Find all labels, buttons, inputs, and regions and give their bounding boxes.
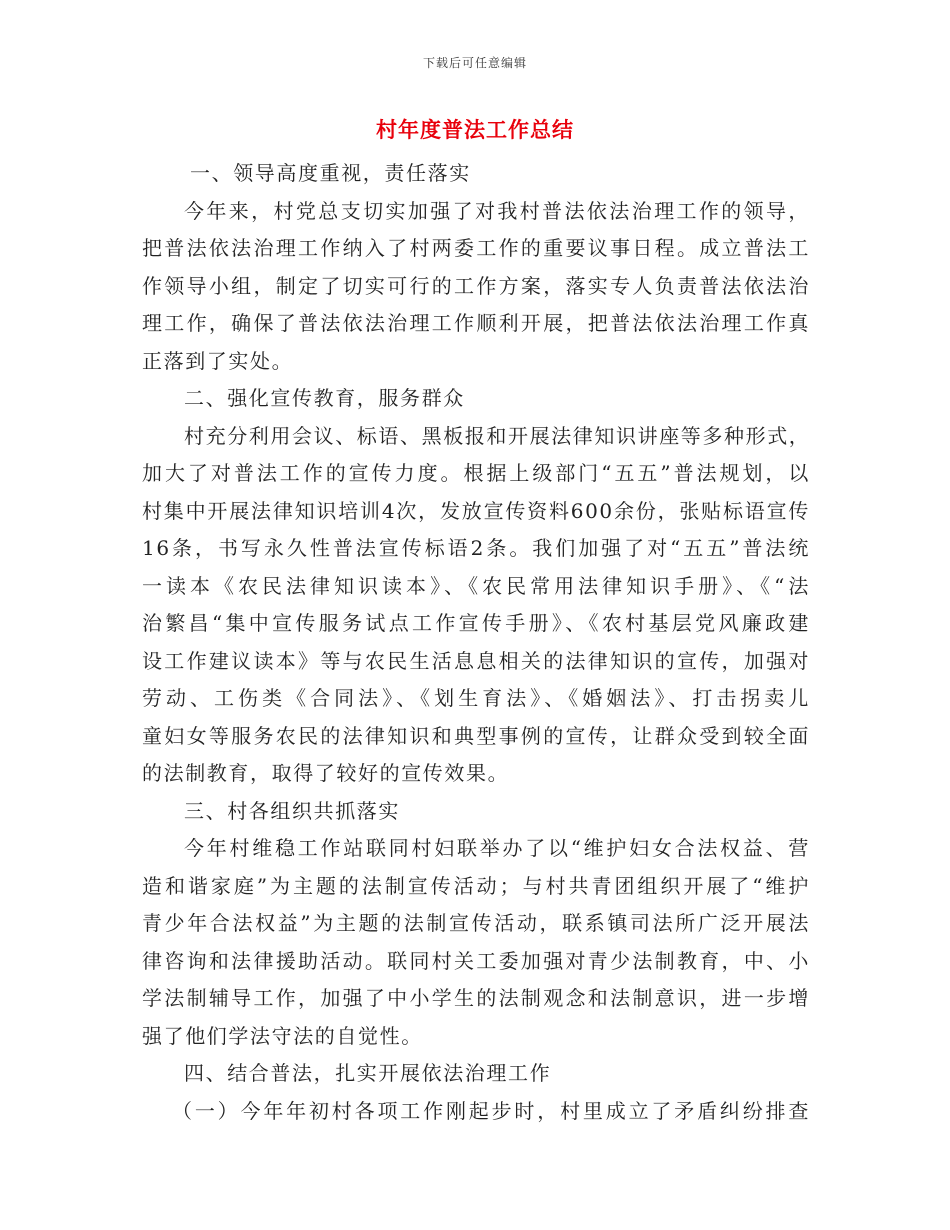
section-heading: 三、村各组织共抓落实 xyxy=(184,798,400,823)
paragraph-line: 学法制辅导工作，加强了中小学生的法制观念和法制意识，进一步增 xyxy=(142,986,810,1010)
paragraph-line: 作领导小组，制定了切实可行的工作方案，落实专人负责普法依法治 xyxy=(142,273,810,298)
paragraph-line: 治繁昌“集中宣传服务试点工作宣传手册》、《农村基层党风廉政建 xyxy=(142,611,810,635)
document-body xyxy=(142,155,810,1130)
paragraph-line: 律咨询和法律援助活动。联同村关工委加强对青少法制教育，中、小 xyxy=(142,948,810,973)
paragraph-line: 正落到了实处。 xyxy=(142,348,294,373)
paragraph-line: 今年村维稳工作站联同村妇联举办了以“维护妇女合法权益、营 xyxy=(184,836,810,860)
paragraph-line: 青少年合法权益”为主题的法制宣传活动，联系镇司法所广泛开展法 xyxy=(142,911,810,935)
paragraph-line: 劳动、工伤类《合同法》、《划生育法》、《婚姻法》、打击拐卖儿 xyxy=(142,686,810,710)
paragraph-line: 理工作，确保了普法依法治理工作顺利开展，把普法依法治理工作真 xyxy=(142,311,810,335)
section-heading: 二、强化宣传教育，服务群众 xyxy=(184,386,465,410)
document-title: 村年度普法工作总结 xyxy=(376,117,574,142)
paragraph-line: 设工作建议读本》等与农民生活息息相关的法律知识的宣传，加强对 xyxy=(142,648,810,673)
header-note: 下载后可任意编辑 xyxy=(422,56,527,70)
paragraph-line: 的法制教育，取得了较好的宣传效果。 xyxy=(142,761,510,785)
section-heading: 四、结合普法，扎实开展依法治理工作 xyxy=(184,1061,552,1085)
section-heading: 一、领导高度重视，责任落实 xyxy=(190,161,471,185)
paragraph-line: 把普法依法治理工作纳入了村两委工作的重要议事日程。成立普法工 xyxy=(142,236,810,260)
paragraph-line: 16条，书写永久性普法宣传标语2条。我们加强了对“五五”普法统 xyxy=(142,536,810,560)
paragraph-line: 童妇女等服务农民的法律知识和典型事例的宣传，让群众受到较全面 xyxy=(142,723,810,748)
paragraph-line: 造和谐家庭”为主题的法制宣传活动；与村共青团组织开展了“维护 xyxy=(142,873,810,898)
paragraph-line: 加大了对普法工作的宣传力度。根据上级部门“五五”普法规划，以 xyxy=(142,461,810,485)
paragraph-line: 村充分利用会议、标语、黑板报和开展法律知识讲座等多种形式， xyxy=(184,423,811,448)
paragraph-line: 今年来，村党总支切实加强了对我村普法依法治理工作的领导， xyxy=(184,198,810,223)
paragraph-line: 一读本《农民法律知识读本》、《农民常用法律知识手册》、《“法 xyxy=(142,573,810,598)
paragraph-line: 强了他们学法守法的自觉性。 xyxy=(142,1023,423,1048)
paragraph-line: （一）今年年初村各项工作刚起步时，村里成立了矛盾纠纷排查 xyxy=(172,1098,810,1123)
paragraph-line: 村集中开展法律知识培训4次，发放宣传资料600余份，张贴标语宣传 xyxy=(142,498,810,523)
